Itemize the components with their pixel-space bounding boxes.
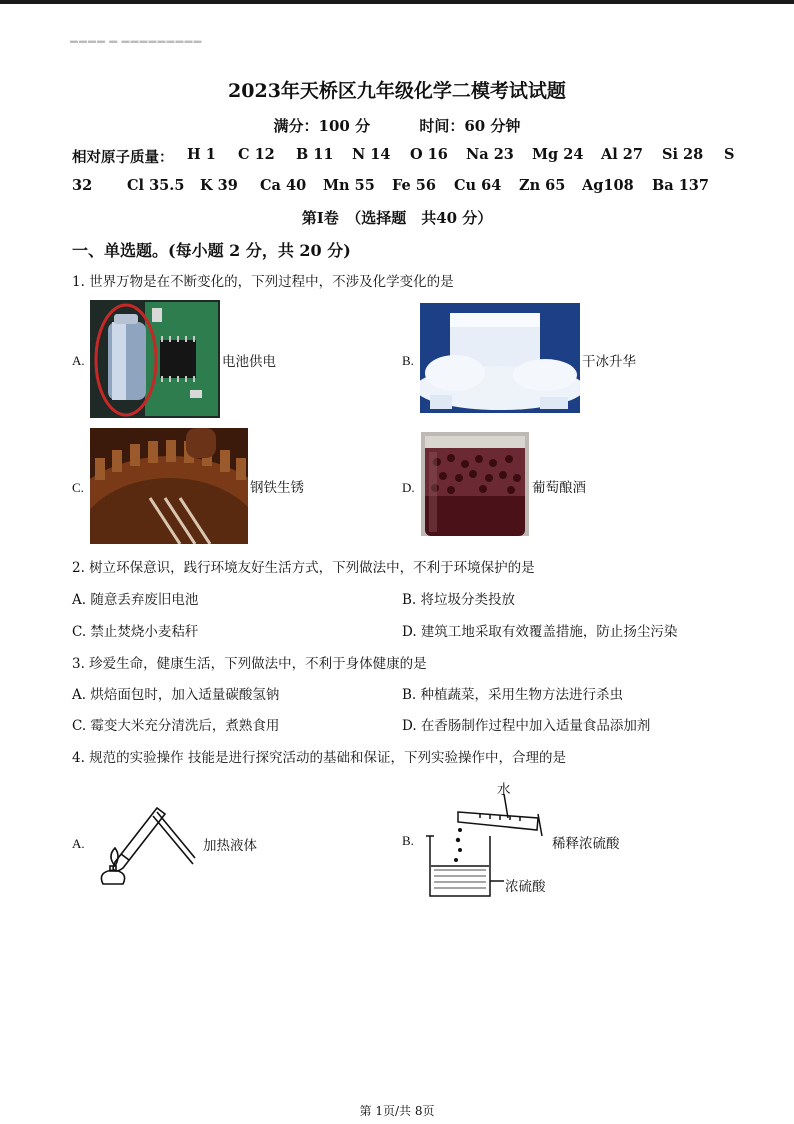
atomic-mass-item: Ca 40	[260, 177, 307, 194]
q1-option-a-caption: 电池供电	[222, 354, 276, 370]
atomic-mass-item: Al 27	[601, 146, 643, 163]
atomic-mass-item: Fe 56	[392, 177, 436, 194]
faded-header-text: ▬▬▬▬ ▬ ▬▬▬▬▬▬▬▬▬	[70, 36, 203, 45]
atomic-mass-item: Si 28	[662, 146, 704, 163]
q4-option-b-label[interactable]: B.	[402, 833, 414, 848]
dry-ice-image	[420, 303, 580, 413]
volume-heading: 第Ⅰ卷 （选择题 共40 分）	[301, 209, 493, 227]
q2-option-d[interactable]: D. 建筑工地采取有效覆盖措施，防止扬尘污染	[402, 624, 678, 640]
q2-option-a[interactable]: A. 随意丢弃废旧电池	[72, 592, 199, 608]
q1-option-d-caption: 葡萄酿酒	[532, 480, 586, 496]
water-label: 水	[497, 782, 511, 797]
atomic-mass-item: Mg 24	[532, 146, 584, 163]
q4-option-b-caption: 稀释浓硫酸	[552, 836, 620, 852]
atomic-mass-item: Zn 65	[519, 177, 566, 194]
question-2-stem: 2. 树立环保意识，践行环境友好生活方式，下列做法中，不利于环境保护的是	[72, 560, 535, 576]
atomic-mass-item: S	[724, 146, 735, 163]
q3-option-a[interactable]: A. 烘焙面包时，加入适量碳酸氢钠	[72, 687, 280, 703]
atomic-mass-item: Ba 137	[652, 177, 709, 194]
atomic-mass-label: 相对原子质量：	[72, 149, 174, 166]
question-1-stem: 1. 世界万物是在不断变化的，下列过程中，不涉及化学变化的是	[72, 274, 454, 290]
q4-option-a-label[interactable]: A.	[72, 836, 85, 851]
atomic-mass-item: Ag108	[582, 177, 634, 194]
page-footer: 第 1页/共 8页	[359, 1104, 435, 1118]
q1-option-c-label[interactable]: C.	[72, 480, 84, 495]
atomic-mass-item: C 12	[238, 146, 275, 163]
atomic-mass-item: Na 23	[466, 146, 514, 163]
question-4-stem: 4. 规范的实验操作 技能是进行探究活动的基础和保证，下列实验操作中，合理的是	[72, 750, 566, 766]
q1-option-a-label[interactable]: A.	[72, 353, 85, 368]
exam-time: 时间：60 分钟	[419, 117, 521, 135]
atomic-mass-item: Mn 55	[323, 177, 375, 194]
question-3-stem: 3. 珍爱生命，健康生活，下列做法中，不利于身体健康的是	[72, 656, 427, 672]
q1-option-c-caption: 钢铁生锈	[250, 480, 304, 496]
q1-option-b-label[interactable]: B.	[402, 353, 414, 368]
battery-circuit-image	[90, 300, 220, 418]
q1-option-b-caption: 干冰升华	[582, 354, 636, 370]
section-heading: 一、单选题。(每小题 2 分，共 20 分)	[72, 241, 351, 260]
q4-option-a-caption: 加热液体	[203, 838, 257, 854]
atomic-mass-item: N 14	[352, 146, 391, 163]
full-score: 满分：100 分	[273, 117, 371, 135]
atomic-mass-item: O 16	[410, 146, 448, 163]
concentrated-acid-label: 浓硫酸	[505, 879, 546, 894]
rusty-gear-image	[90, 428, 248, 544]
q3-option-d[interactable]: D. 在香肠制作过程中加入适量食品添加剂	[402, 718, 651, 734]
heating-liquid-diagram	[95, 792, 200, 894]
grape-wine-jar-image	[421, 432, 529, 536]
atomic-mass-item: H 1	[187, 146, 216, 163]
atomic-mass-item: 32	[72, 177, 93, 194]
atomic-mass-item: B 11	[296, 146, 334, 163]
q2-option-b[interactable]: B. 将垃圾分类投放	[402, 592, 516, 608]
exam-title: 2023年天桥区九年级化学二模考试试题	[228, 80, 566, 102]
atomic-mass-item: Cu 64	[454, 177, 502, 194]
q2-option-c[interactable]: C. 禁止焚烧小麦秸秆	[72, 624, 199, 640]
q3-option-c[interactable]: C. 霉变大米充分清洗后，煮熟食用	[72, 718, 280, 734]
atomic-mass-item: Cl 35.5	[127, 177, 185, 194]
q1-option-d-label[interactable]: D.	[402, 480, 415, 495]
atomic-mass-item: K 39	[200, 177, 238, 194]
exam-meta	[0, 115, 794, 136]
q3-option-b[interactable]: B. 种植蔬菜，采用生物方法进行杀虫	[402, 687, 624, 703]
scan-top-edge	[0, 0, 794, 4]
